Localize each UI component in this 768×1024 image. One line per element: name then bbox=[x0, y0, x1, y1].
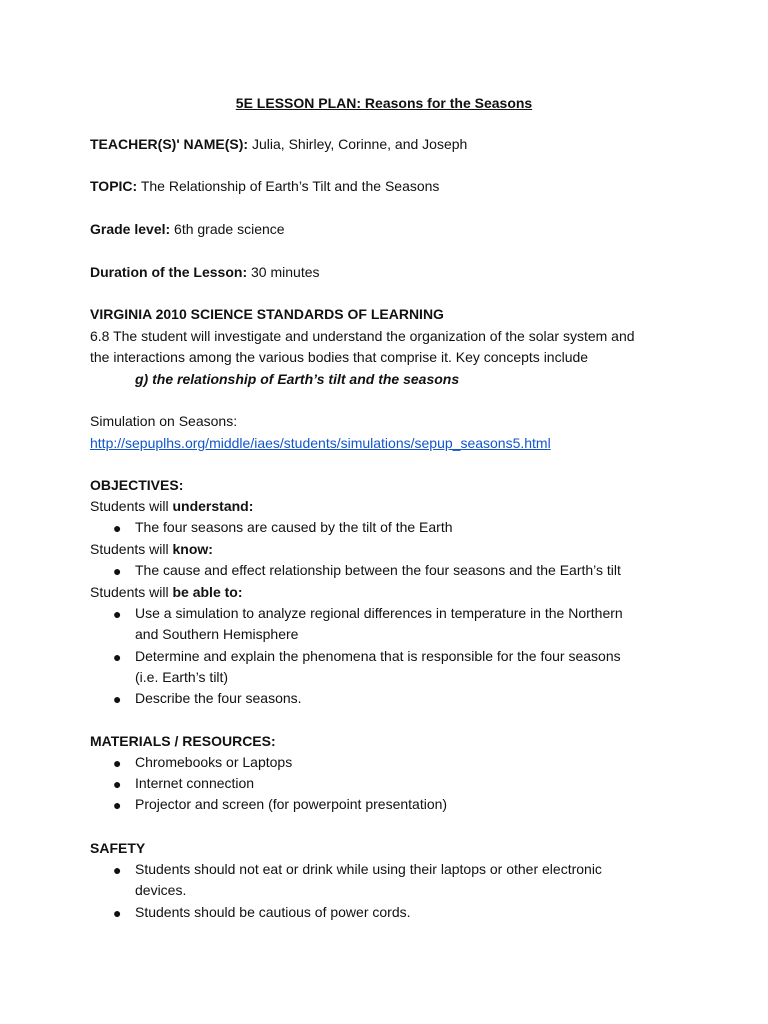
objectives-heading: OBJECTIVES: bbox=[90, 477, 184, 493]
able-line bbox=[90, 583, 243, 601]
standards-heading: VIRGINIA 2010 SCIENCE STANDARDS OF LEARNING bbox=[90, 306, 444, 322]
know-label: know: bbox=[172, 541, 213, 557]
bullet-icon: ● bbox=[113, 649, 122, 665]
topic-line bbox=[90, 177, 439, 195]
materials-item-1: Chromebooks or Laptops bbox=[135, 754, 293, 770]
bullet-icon: ● bbox=[113, 691, 122, 707]
safety-item-2: Students should be cautious of power cords. bbox=[135, 904, 411, 920]
standards-line-1: 6.8 The student will investigate and understand the organization of the solar system and bbox=[90, 328, 635, 344]
able-item-2-line-2: (i.e. Earth’s tilt) bbox=[135, 669, 229, 685]
topic-value: The Relationship of Earth’s Tilt and the Seasons bbox=[137, 178, 440, 194]
safety-item-1-line-1: Students should not eat or drink while using their laptops or other electronic bbox=[135, 861, 602, 877]
teacher-line bbox=[90, 135, 467, 153]
materials-item-3: Projector and screen (for powerpoint presentation) bbox=[135, 796, 448, 812]
safety-item-1-line-2: devices. bbox=[135, 882, 187, 898]
bullet-icon: ● bbox=[113, 563, 122, 579]
students-will-text: Students will bbox=[90, 584, 173, 600]
understand-label: understand: bbox=[172, 498, 254, 514]
standards-line-2: the interactions among the various bodies that comprise it. Key concepts include bbox=[90, 349, 589, 365]
bullet-icon: ● bbox=[113, 905, 122, 921]
grade-line bbox=[90, 220, 285, 238]
simulation-link[interactable]: http://sepuplhs.org/middle/iaes/students/simulations/sepup_seasons5.html bbox=[90, 435, 551, 451]
doc-title: 5E LESSON PLAN: Reasons for the Seasons bbox=[235, 95, 533, 111]
materials-heading: MATERIALS / RESOURCES: bbox=[90, 733, 276, 749]
grade-label: Grade level: bbox=[90, 221, 171, 237]
teacher-value: Julia, Shirley, Corinne, and Joseph bbox=[248, 136, 468, 152]
simulation-label: Simulation on Seasons: bbox=[90, 413, 238, 429]
able-item-3: Describe the four seasons. bbox=[135, 690, 302, 706]
able-item-2-line-1: Determine and explain the phenomena that is responsible for the four seasons bbox=[135, 648, 621, 664]
understand-line bbox=[90, 497, 253, 515]
topic-label: TOPIC: bbox=[90, 178, 138, 194]
students-will-text: Students will bbox=[90, 498, 173, 514]
duration-value: 30 minutes bbox=[247, 264, 320, 280]
safety-heading: SAFETY bbox=[90, 840, 146, 856]
able-item-1-line-2: and Southern Hemisphere bbox=[135, 626, 299, 642]
bullet-icon: ● bbox=[113, 776, 122, 792]
teacher-label: TEACHER(S)' NAME(S): bbox=[90, 136, 249, 152]
able-item-1-line-1: Use a simulation to analyze regional differences in temperature in the Northern bbox=[135, 605, 623, 621]
bullet-icon: ● bbox=[113, 606, 122, 622]
standards-concept: g) the relationship of Earth’s tilt and the seasons bbox=[135, 371, 460, 387]
bullet-icon: ● bbox=[113, 797, 122, 813]
know-line bbox=[90, 540, 213, 558]
know-item: The cause and effect relationship between the four seasons and the Earth’s tilt bbox=[135, 562, 621, 578]
bullet-icon: ● bbox=[113, 862, 122, 878]
duration-label: Duration of the Lesson: bbox=[90, 264, 248, 280]
materials-item-2: Internet connection bbox=[135, 775, 255, 791]
bullet-icon: ● bbox=[113, 520, 122, 536]
students-will-text: Students will bbox=[90, 541, 173, 557]
able-label: be able to: bbox=[172, 584, 243, 600]
bullet-icon: ● bbox=[113, 755, 122, 771]
grade-value: 6th grade science bbox=[170, 221, 285, 237]
duration-line bbox=[90, 263, 320, 281]
understand-item: The four seasons are caused by the tilt of the Earth bbox=[135, 519, 453, 535]
